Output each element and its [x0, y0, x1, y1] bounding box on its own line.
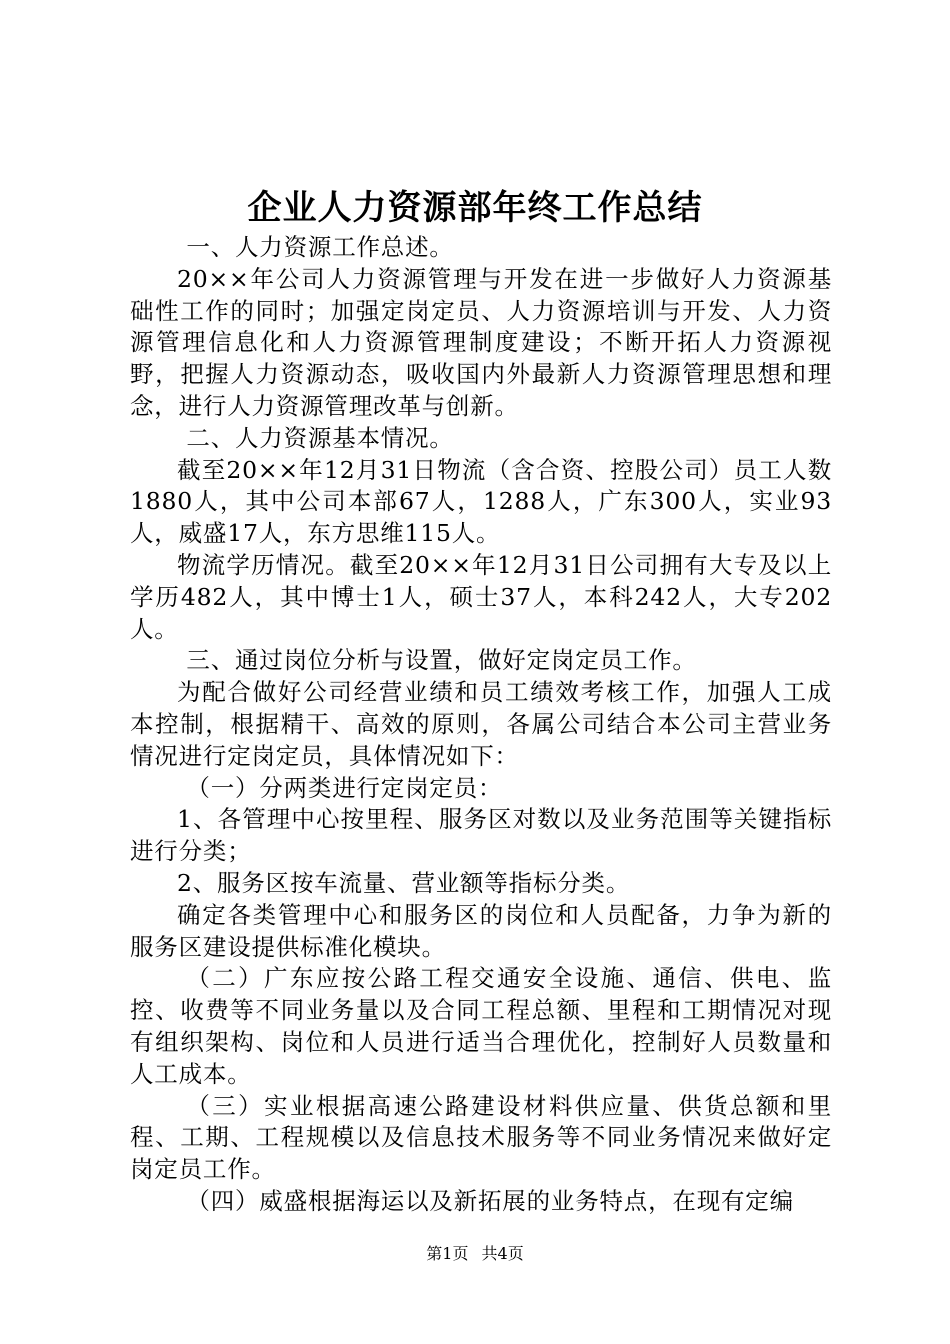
paragraph-standardization: 确定各类管理中心和服务区的岗位和人员配备，力争为新的服务区建设提供标准化模块。	[130, 900, 832, 961]
subsection-1: （一）分两类进行定岗定员：	[186, 773, 503, 802]
paragraph-education: 物流学历情况。截至20××年12月31日公司拥有大专及以上学历482人，其中博士1人，硕士37人，本科242人，大专202人。	[130, 550, 832, 643]
paragraph-staffing-intro: 为配合做好公司经营业绩和员工绩效考核工作，加强人工成本控制，根据精干、高效的原则，各属公司结合本公司主营业务情况进行定岗定员，具体情况如下：	[130, 678, 832, 770]
list-item-2: 2、服务区按车流量、营业额等指标分类。	[177, 868, 631, 897]
document-body	[130, 232, 832, 1218]
subsection-2: （二）广东应按公路工程交通安全设施、通信、供电、监控、收费等不同业务量以及合同工程总额、里程和工期情况对现有组织架构、岗位和人员进行适当合理优化，控制好人员数量和人工成本。	[130, 964, 832, 1088]
document-title: 企业人力资源部年终工作总结	[247, 188, 703, 228]
subsection-4: （四）威盛根据海运以及新拓展的业务特点，在现有定编	[186, 1186, 794, 1215]
paragraph-overview: 20××年公司人力资源管理与开发在进一步做好人力资源基础性工作的同时；加强定岗定员、人力资源培训与开发、人力资源管理信息化和人力资源管理制度建设；不断开拓人力资源视野，把握人力资源动态，吸收国内外最新人力资源管理思想和理念，进行人力资源管理改革与创新。	[130, 264, 832, 420]
paragraph-headcount: 截至20××年12月31日物流（含合资、控股公司）员工人数1880人，其中公司本部67人，1288人，广东300人，实业93人，威盛17人，东方思维115人。	[130, 455, 832, 548]
section-heading-2: 二、人力资源基本情况。	[186, 423, 454, 452]
section-heading-3: 三、通过岗位分析与设置，做好定岗定员工作。	[186, 646, 697, 675]
page-footer	[0, 1243, 950, 1265]
list-item-1: 1、各管理中心按里程、服务区对数以及业务范围等关键指标进行分类；	[130, 805, 832, 866]
subsection-3: （三）实业根据高速公路建设材料供应量、供货总额和里程、工期、工程规模以及信息技术服务等不同业务情况来做好定岗定员工作。	[130, 1091, 832, 1184]
page-total: 共4页	[481, 1244, 524, 1263]
section-heading-1: 一、人力资源工作总述。	[186, 233, 454, 261]
page-number: 第1页	[426, 1244, 469, 1263]
